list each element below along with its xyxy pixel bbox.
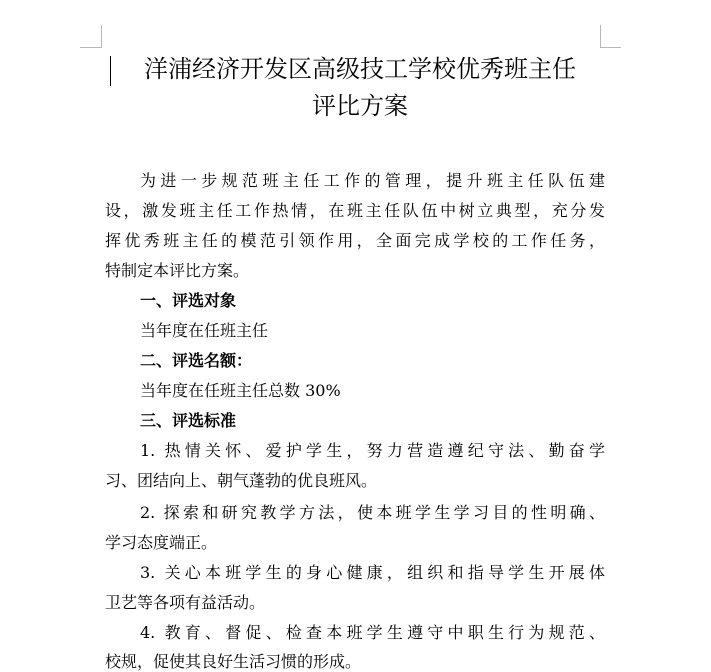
section-heading-criteria[interactable]: 三、评选标准 [140, 411, 237, 430]
criteria-3-line-2[interactable]: 卫艺等各项有益活动。 [105, 593, 266, 612]
intro-line-1[interactable]: 为进一步规范班主任工作的管理，提升班主任队伍建 [140, 171, 605, 190]
criteria-3-line-1[interactable]: 3. 关心本班学生的身心健康，组织和指导学生开展体 [140, 563, 605, 582]
criteria-2-line-2[interactable]: 学习态度端正。 [105, 533, 218, 552]
criteria-1-line-2[interactable]: 习、团结向上、朝气蓬勃的优良班风。 [105, 471, 378, 490]
section-text-selection-target[interactable]: 当年度在任班主任 [140, 321, 269, 340]
section-heading-selection-target[interactable]: 一、评选对象 [140, 291, 237, 310]
document-title-line-1[interactable]: 洋浦经济开发区高级技工学校优秀班主任 [144, 55, 576, 83]
top-left-crop-mark [80, 25, 102, 48]
criteria-2-line-1[interactable]: 2. 探索和研究教学方法，使本班学生学习目的性明确、 [140, 503, 605, 522]
top-right-crop-mark [600, 25, 621, 48]
section-text-quota[interactable]: 当年度在任班主任总数 30% [140, 381, 341, 400]
intro-line-2[interactable]: 设，激发班主任工作热情，在班主任队伍中树立典型，充分发 [105, 201, 605, 220]
criteria-1-line-1[interactable]: 1. 热情关怀、爱护学生，努力营造遵纪守法、勤奋学 [140, 441, 605, 460]
document-title-line-2[interactable]: 评比方案 [312, 92, 408, 120]
section-heading-quota[interactable]: 二、评选名额： [140, 351, 253, 370]
intro-line-3[interactable]: 挥优秀班主任的模范引领作用，全面完成学校的工作任务， [105, 231, 605, 250]
criteria-4-line-1[interactable]: 4. 教育、督促、检查本班学生遵守中职生行为规范、 [140, 623, 605, 642]
intro-line-4[interactable]: 特制定本评比方案。 [105, 261, 250, 280]
criteria-4-line-2[interactable]: 校规，促使其良好生活习惯的形成。 [105, 652, 362, 671]
